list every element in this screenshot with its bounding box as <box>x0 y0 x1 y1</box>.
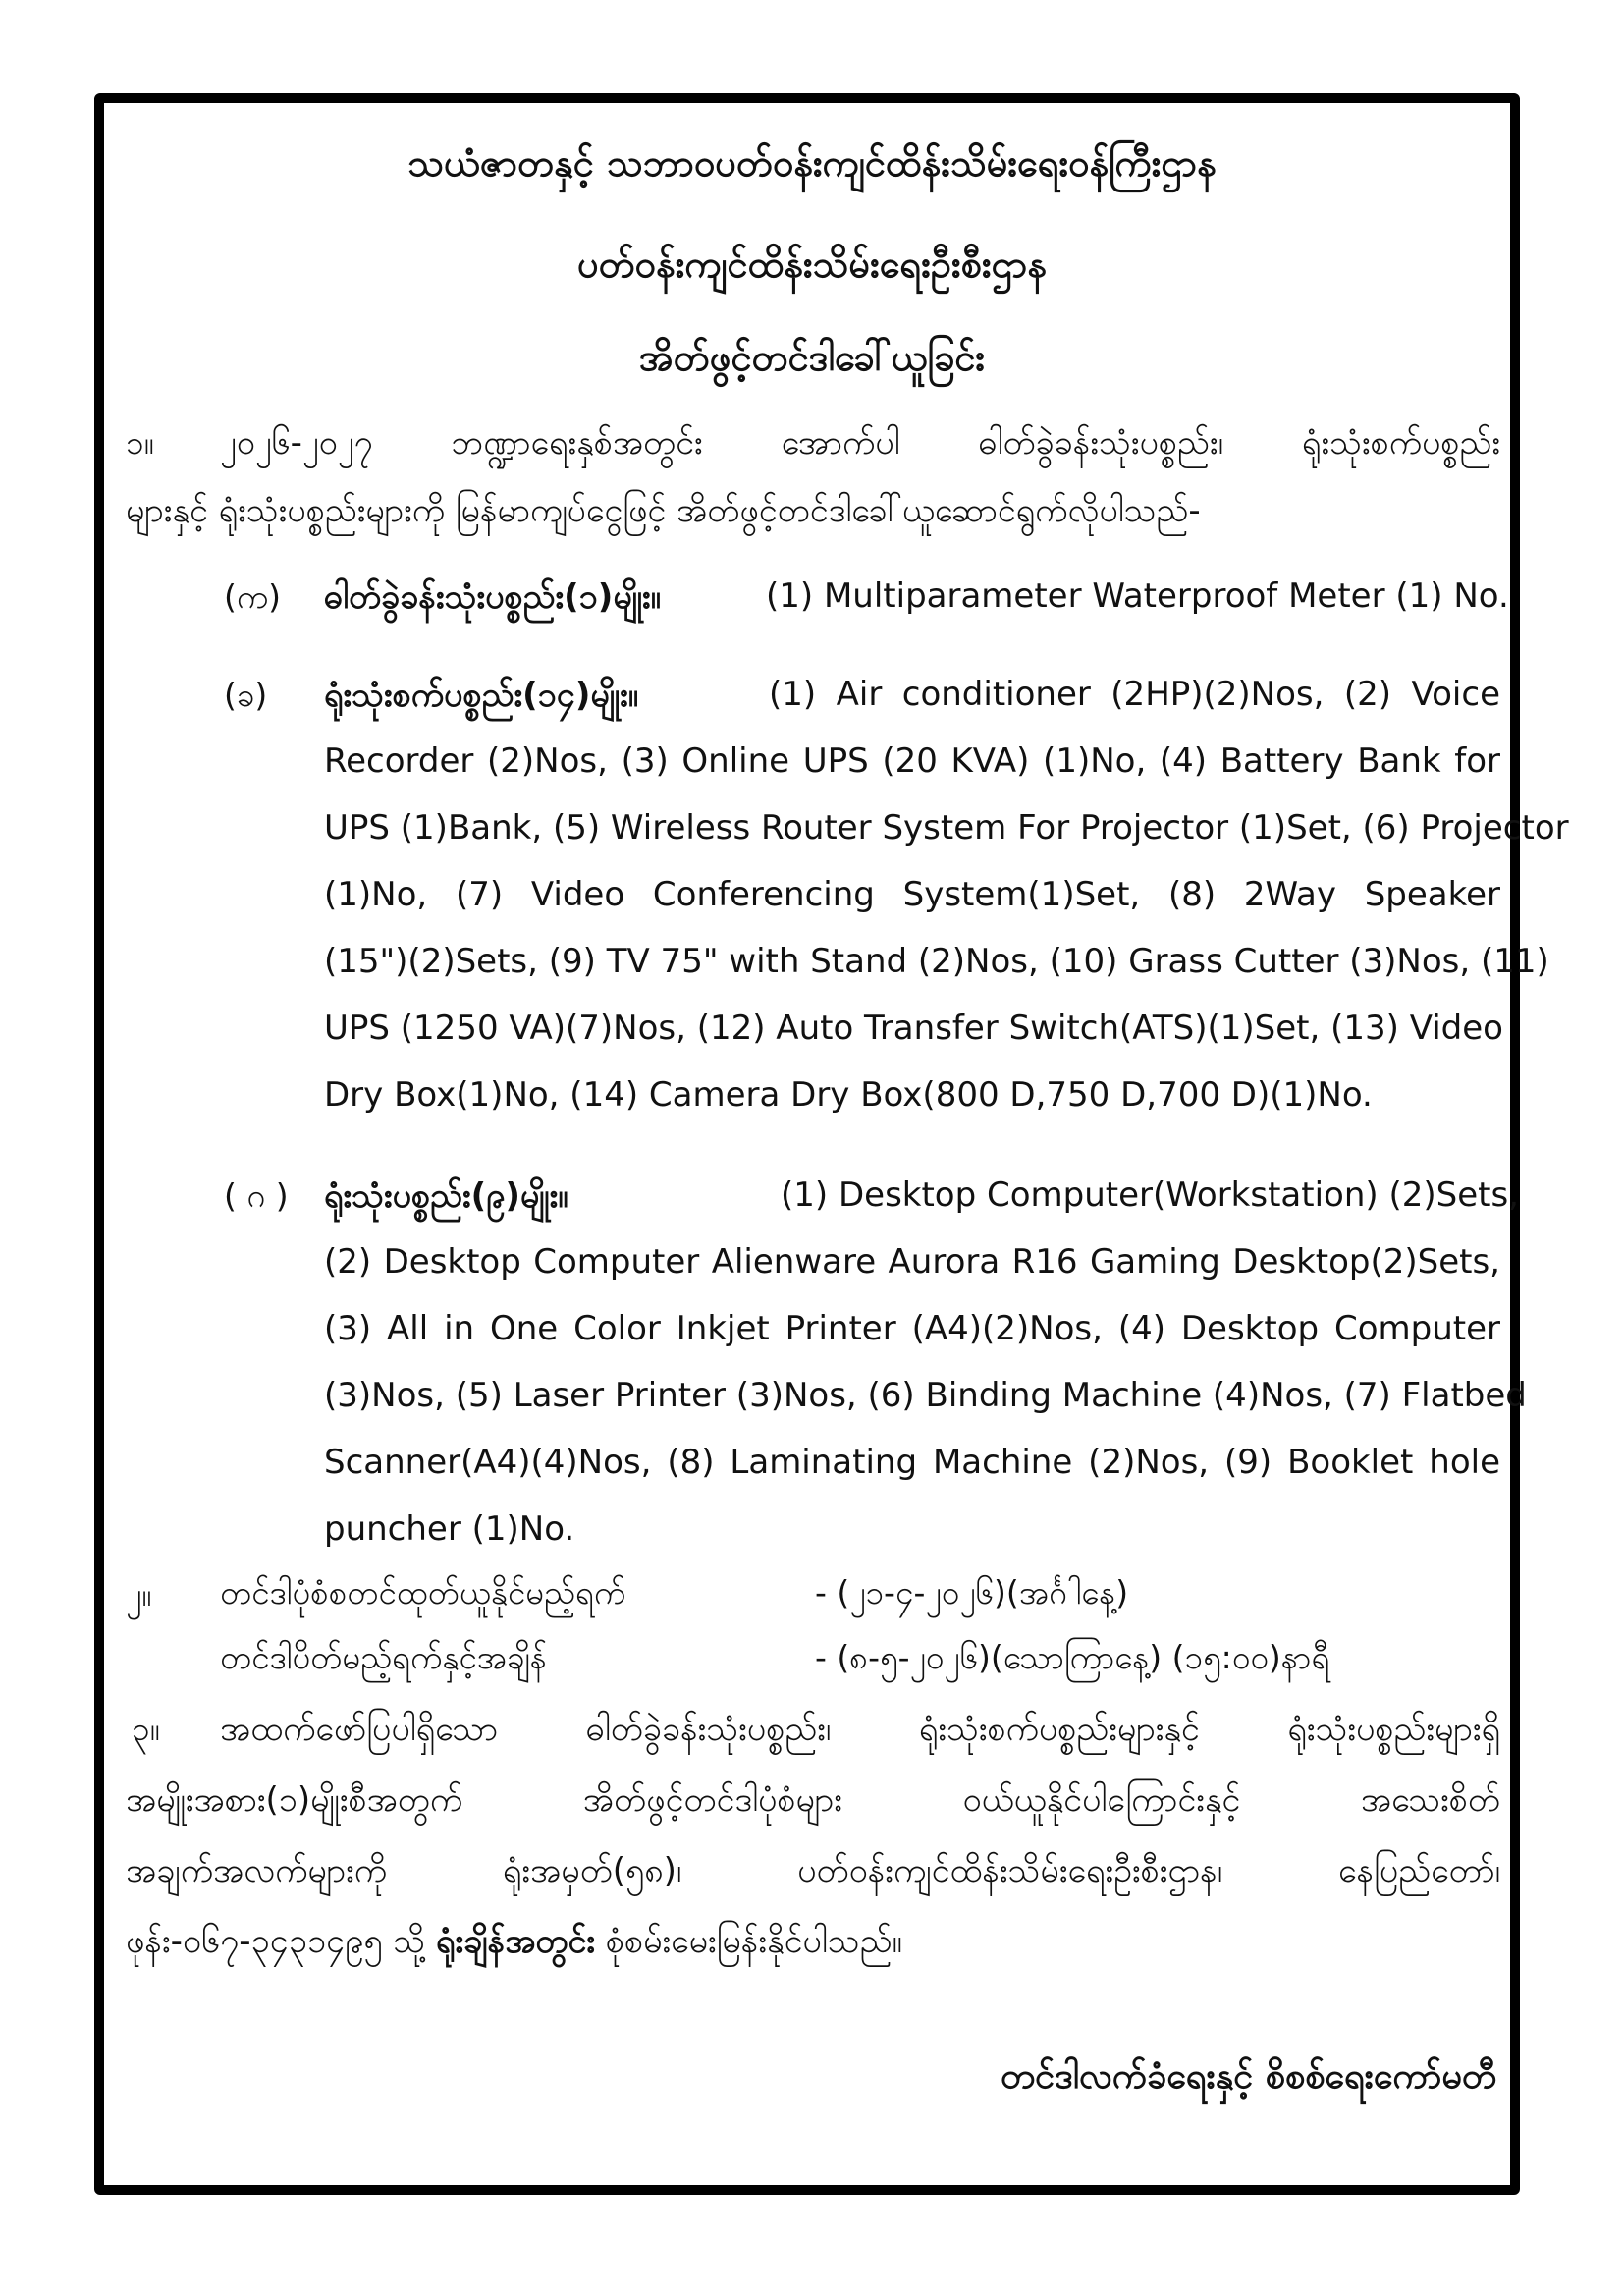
section3-line4 <box>126 1919 902 1969</box>
tender-close-label: တင်ဒါပိတ်မည့်ရက်နှင့်အချိန် <box>220 1638 547 1676</box>
item-c-title: ရုံးသုံးပစ္စည်း(၉)မျိုး။ <box>324 1176 568 1216</box>
tender-issue-date: - (၂၁-၄-၂၀၂၆)(အင်္ဂါနေ့) <box>815 1573 1129 1612</box>
notice-title: အိတ်ဖွင့်တင်ဒါခေါ်ယူခြင်း <box>638 336 986 379</box>
section3-line3: အချက်အလက်များကို ရုံးအမှတ်(၅၈)၊ ပတ်ဝန်းကျင်ထိန်းသိမ်းရေးဦးစီးဌာန၊ နေပြည်တော်၊ <box>126 1851 1500 1890</box>
item-c-line-6: puncher (1)No. <box>324 1509 575 1549</box>
section1-line1: ၂၀၂၆-၂၀၂၇ ဘဏ္ဍာရေးနှစ်အတွင်း အောက်ပါ ဓါတ်ခွဲခန်းသုံးပစ္စည်း၊ ရုံးသုံးစက်ပစ္စည်း <box>220 423 1500 463</box>
section1-line2: များနှင့် ရုံးသုံးပစ္စည်းများကို မြန်မာကျပ်ငွေဖြင့် အိတ်ဖွင့်တင်ဒါခေါ်ယူဆောင်ရွက်လိုပါသည်- <box>126 491 1201 530</box>
office-hours-text: ရုံးချိန်အတွင်း <box>435 1922 596 1961</box>
item-c-line-4: (3)Nos, (5) Laser Printer (3)Nos, (6) Binding Machine (4)Nos, (7) Flatbed <box>324 1376 1527 1415</box>
item-b-line-4: (1)No, (7) Video Conferencing System(1)Set, (8) 2Way Speaker <box>324 875 1500 914</box>
item-c-label: ( ဂ ) <box>224 1176 289 1215</box>
item-c-line-2: (2) Desktop Computer Alienware Aurora R16 Gaming Desktop(2)Sets, <box>324 1242 1500 1282</box>
department-title: ပတ်ဝန်းကျင်ထိန်းသိမ်းရေးဦးစီးဌာန <box>577 243 1047 286</box>
item-b-line-7: Dry Box(1)No, (14) Camera Dry Box(800 D,750 D,700 D)(1)No. <box>324 1075 1373 1115</box>
item-b-line-6: UPS (1250 VA)(7)Nos, (12) Auto Transfer Switch(ATS)(1)Set, (13) Video <box>324 1009 1503 1048</box>
item-a-title: ဓါတ်ခွဲခန်းသုံးပစ္စည်း(၁)မျိုး။ <box>324 577 661 617</box>
enquiry-text: စုံစမ်းမေးမြန်းနိုင်ပါသည်။ <box>595 1922 902 1961</box>
item-a-label: (က) <box>224 577 282 616</box>
item-c-line-5: Scanner(A4)(4)Nos, (8) Laminating Machine (2)Nos, (9) Booklet hole <box>324 1443 1500 1482</box>
item-b-line-3: UPS (1)Bank, (5) Wireless Router System For Projector (1)Set, (6) Projector <box>324 808 1569 847</box>
ministry-title: သယံဇာတနှင့် သဘာဝပတ်ဝန်းကျင်ထိန်းသိမ်းရေးဝန်ကြီးဌာန <box>407 141 1217 185</box>
item-a-line-1: (1) Multiparameter Waterproof Meter (1) No. <box>766 576 1509 616</box>
tender-issue-label: တင်ဒါပုံစံစတင်ထုတ်ယူနိုင်မည့်ရက် <box>220 1573 626 1612</box>
item-b-title: ရုံးသုံးစက်ပစ္စည်း(၁၄)မျိုး။ <box>324 676 639 715</box>
section3-line1: အထက်ဖော်ပြပါရှိသော ဓါတ်ခွဲခန်းသုံးပစ္စည်း၊ ရုံးသုံးစက်ပစ္စည်းများနှင့် ရုံးသုံးပစ္စည်းများရှိ <box>220 1710 1500 1749</box>
item-b-label: (ခ) <box>224 676 268 714</box>
section1-number: ၁။ <box>126 423 154 462</box>
section2-number: ၂။ <box>126 1575 152 1613</box>
committee-signature: တင်ဒါလက်ခံရေးနှင့် စိစစ်ရေးကော်မတီ <box>1000 2056 1496 2097</box>
item-c-line-3: (3) All in One Color Inkjet Printer (A4)(2)Nos, (4) Desktop Computer <box>324 1309 1500 1348</box>
item-c-line-1: (1) Desktop Computer(Workstation) (2)Sets, <box>781 1175 1519 1215</box>
item-b-line-2: Recorder (2)Nos, (3) Online UPS (20 KVA) (1)No, (4) Battery Bank for <box>324 741 1500 781</box>
item-b-line-1: (1) Air conditioner (2HP)(2)Nos, (2) Voice <box>769 675 1500 714</box>
contact-phone-text: ဖုန်း-၀၆၇-၃၄၃၁၄၉၅ သို့ <box>126 1922 436 1961</box>
tender-close-date: - (၈-၅-၂၀၂၆)(သောကြာနေ့) (၁၅:၀၀)နာရီ <box>815 1638 1330 1676</box>
section3-number: ၃။ <box>132 1710 160 1748</box>
item-b-line-5: (15")(2)Sets, (9) TV 75" with Stand (2)Nos, (10) Grass Cutter (3)Nos, (11) <box>324 942 1549 981</box>
section3-line2: အမျိုးအစား(၁)မျိုးစီအတွက် အိတ်ဖွင့်တင်ဒါပုံစံများ ဝယ်ယူနိုင်ပါကြောင်းနှင့် အသေးစိတ် <box>126 1780 1500 1820</box>
